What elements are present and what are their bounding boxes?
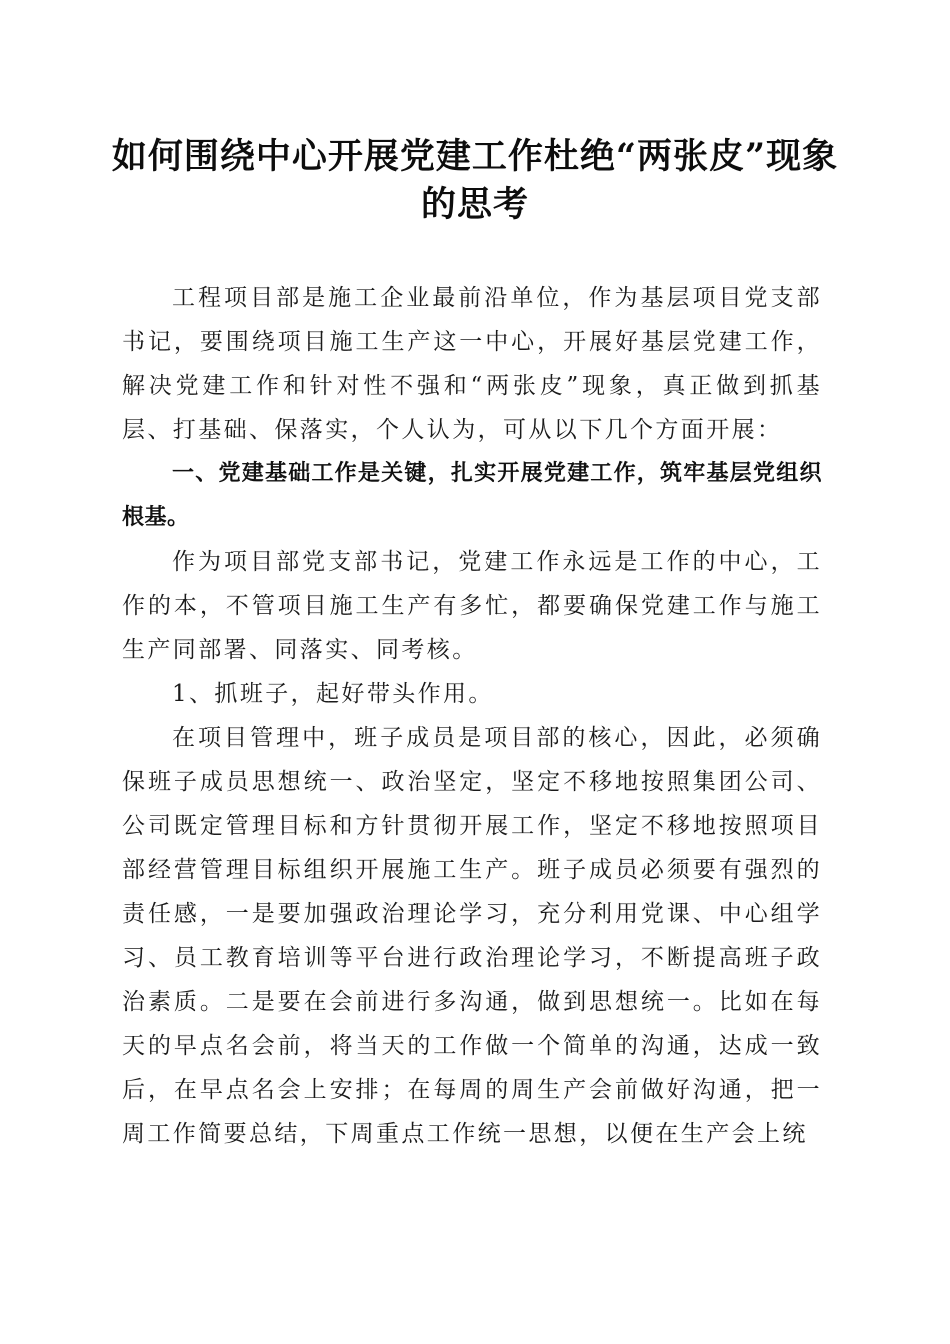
section-heading-1: 一、党建基础工作是关键，扎实开展党建工作，筑牢基层党组织根基。: [122, 461, 822, 530]
document-title: 如何围绕中心开展党建工作杜绝“两张皮”现象的思考: [111, 136, 839, 225]
paragraph-subsection-1: 在项目管理中，班子成员是项目部的核心，因此，必须确保班子成员思想统一、政治坚定，坚定不移地按照集团公司、公司既定管理目标和方针贯彻开展工作，坚定不移地按照项目部经营管理目标组织开展施工生产。班子成员必须要有强烈的责任感，一是要加强政治理论学习，充分利用党课、中心组学习、员工教育培训等平台进行政治理论学习，不断提高班子政治素质。二是要在会前进行多沟通，做到思想统一。比如在每天的早点名会前，将当天的工作做一个简单的沟通，达成一致后，在早点名会上安排；在每周的周生产会前做好沟通，把一周工作简要总结，下周重点工作统一思想，以便在生产会上统: [122, 725, 822, 1147]
paragraph-section-1: 作为项目部党支部书记，党建工作永远是工作的中心，工作的本，不管项目施工生产有多忙，都要确保党建工作与施工生产同部署、同落实、同考核。: [122, 549, 822, 663]
subheading-1: 1、抓班子，起好带头作用。: [172, 681, 494, 707]
document-body: [122, 276, 822, 1156]
paragraph-intro: 工程项目部是施工企业最前沿单位，作为基层项目党支部书记，要围绕项目施工生产这一中心，开展好基层党建工作，解决党建工作和针对性不强和“两张皮”现象，真正做到抓基层、打基础、保落实，个人认为，可从以下几个方面开展：: [122, 285, 822, 443]
